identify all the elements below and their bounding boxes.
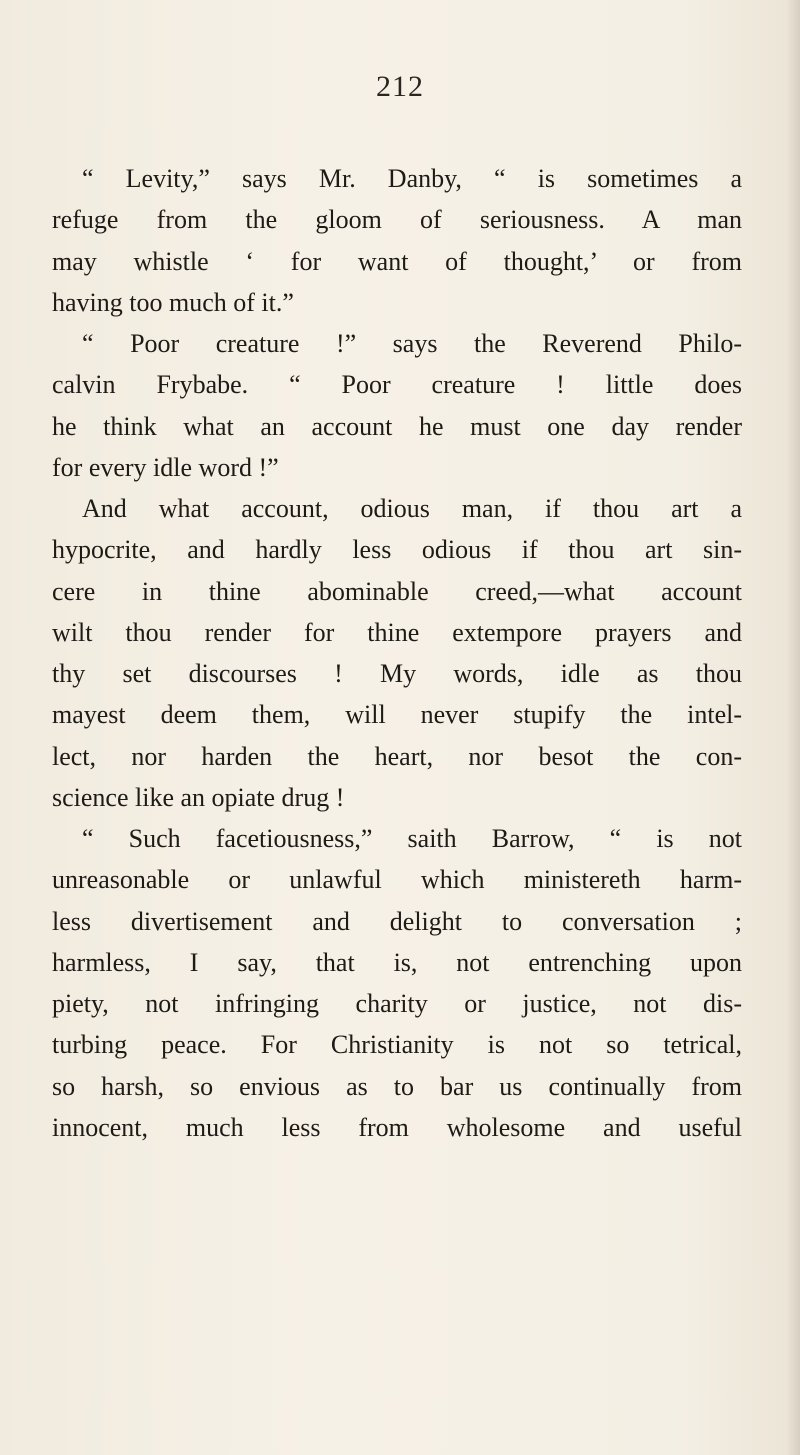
text-line: “ Levity,” says Mr. Danby, “ is sometimes a <box>82 164 742 193</box>
text-line: science like an opiate drug ! <box>52 782 345 812</box>
text-line: cere in thine abominable creed,—what account <box>52 576 742 606</box>
text-line: innocent, much less from wholesome and useful <box>52 1112 742 1142</box>
text-line: less divertisement and delight to conversation ; <box>52 906 742 936</box>
text-line: mayest deem them, will never stupify the intel- <box>52 700 742 730</box>
text-line: may whistle ‘ for want of thought,’ or from <box>52 246 742 276</box>
text-line: lect, nor harden the heart, nor besot the con- <box>52 741 742 771</box>
text-line: calvin Frybabe. “ Poor creature ! little does <box>52 370 742 400</box>
text-line: harmless, I say, that is, not entrenching upon <box>52 947 742 977</box>
text-line: And what account, odious man, if thou art a <box>82 494 742 523</box>
text-line: for every idle word !” <box>52 452 279 482</box>
text-line: piety, not infringing charity or justice, not dis- <box>52 989 742 1018</box>
text-line: having too much of it.” <box>52 287 294 317</box>
text-line: thy set discourses ! My words, idle as thou <box>52 659 742 688</box>
text-line: “ Such facetiousness,” saith Barrow, “ is not <box>82 824 742 853</box>
text-line: turbing peace. For Christianity is not so tetrical, <box>52 1030 742 1060</box>
body-text <box>52 158 742 1148</box>
text-line: unreasonable or unlawful which ministereth harm- <box>52 865 742 895</box>
page-number: 212 <box>376 70 424 103</box>
text-line: so harsh, so envious as to bar us continually from <box>52 1071 742 1101</box>
text-line: refuge from the gloom of seriousness. A man <box>52 205 742 235</box>
text-line: “ Poor creature !” says the Reverend Philo- <box>82 329 742 358</box>
text-line: wilt thou render for thine extempore prayers and <box>52 617 742 647</box>
page-edge-shadow <box>786 0 800 1455</box>
text-line: he think what an account he must one day render <box>52 411 742 441</box>
text-line: hypocrite, and hardly less odious if thou art sin- <box>52 535 742 565</box>
